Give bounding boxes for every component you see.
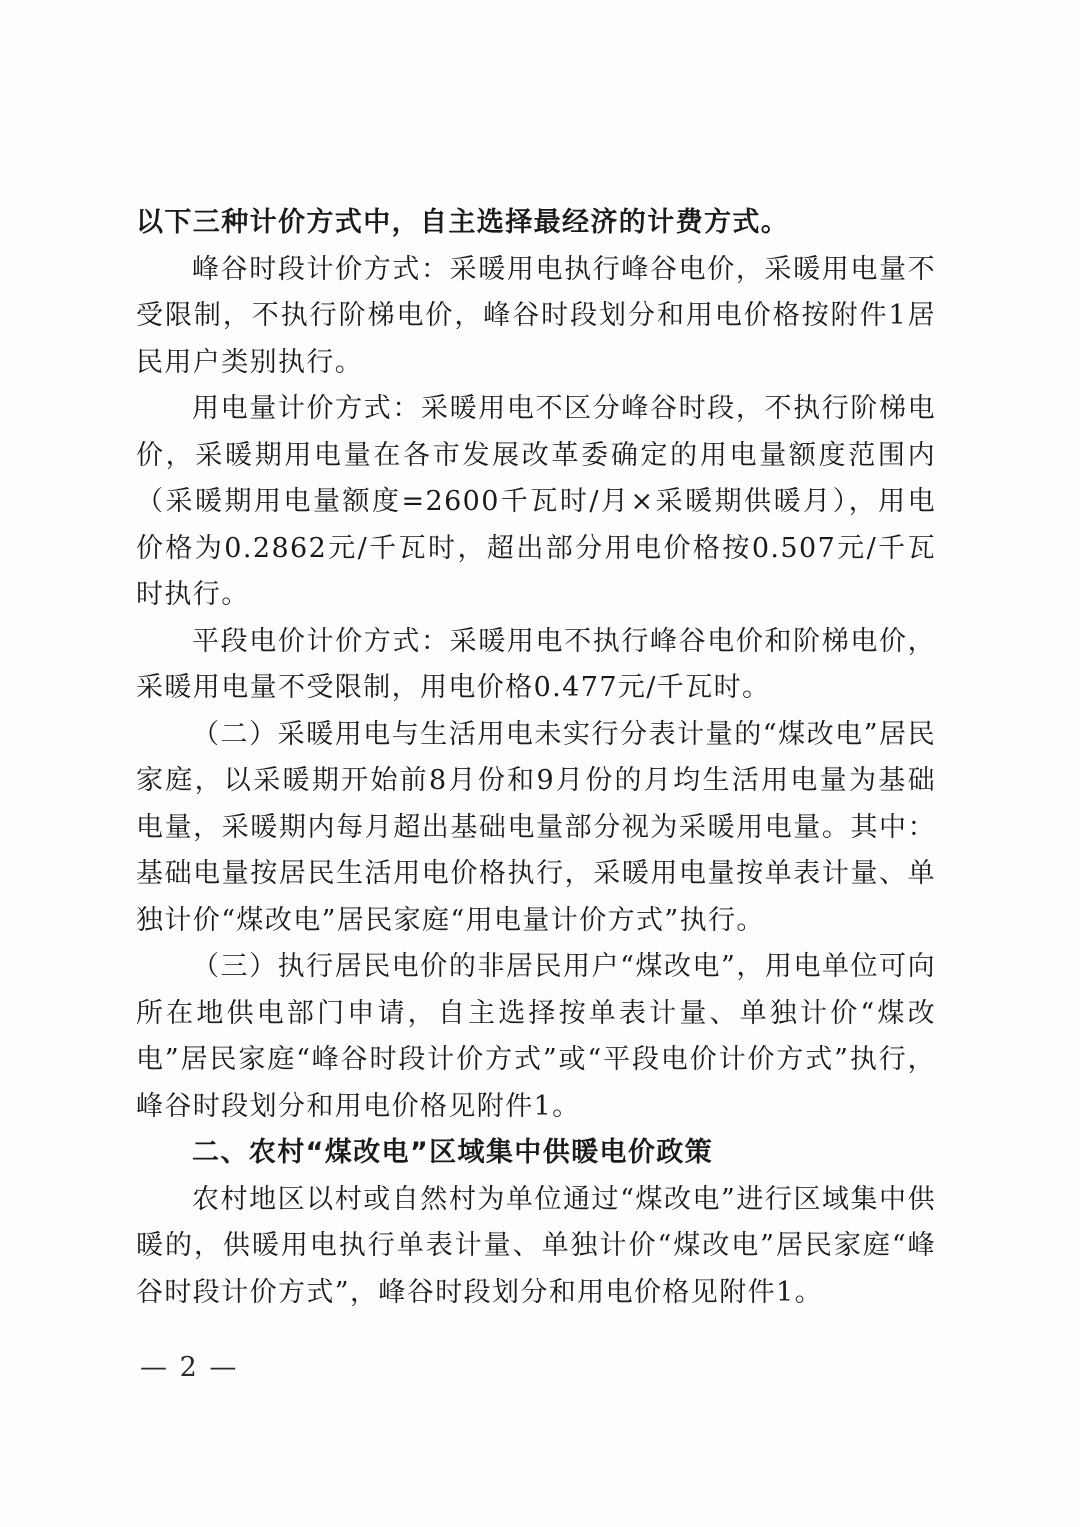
paragraph-consumption-pricing: 用电量计价方式：采暖用电不区分峰谷时段，不执行阶梯电价，采暖期用电量在各市发展改革委确定的用电量额度范围内（采暖期用电量额度=2600千瓦时/月×采暖期供暖月），用电价格为0.2862元/千瓦时，超出部分用电价格按0.507元/千瓦时执行。 xyxy=(136,393,936,610)
paragraph-continuation: 以下三种计价方式中，自主选择最经济的计费方式。 xyxy=(136,207,790,238)
page-number: — 2 — xyxy=(140,1352,239,1383)
document-body xyxy=(136,200,936,1316)
paragraph-flat-pricing: 平段电价计价方式：采暖用电不执行峰谷电价和阶梯电价，采暖用电量不受限制，用电价格0.477元/千瓦时。 xyxy=(136,625,936,703)
section-heading: 二、农村“煤改电”区域集中供暖电价政策 xyxy=(192,1137,714,1168)
paragraph-peak-valley-pricing: 峰谷时段计价方式：采暖用电执行峰谷电价，采暖用电量不受限制，不执行阶梯电价，峰谷时段划分和用电价格按附件1居民用户类别执行。 xyxy=(136,253,936,378)
paragraph-item-three: （三）执行居民电价的非居民用户“煤改电”，用电单位可向所在地供电部门申请，自主选择按单表计量、单独计价“煤改电”居民家庭“峰谷时段计价方式”或“平段电价计价方式”执行，峰谷时段划分和用电价格见附件1。 xyxy=(136,951,936,1122)
paragraph-rural-heating: 农村地区以村或自然村为单位通过“煤改电”进行区域集中供暖的，供暖用电执行单表计量、单独计价“煤改电”居民家庭“峰谷时段计价方式”，峰谷时段划分和用电价格见附件1。 xyxy=(136,1183,936,1308)
paragraph-item-two: （二）采暖用电与生活用电未实行分表计量的“煤改电”居民家庭，以采暖期开始前8月份和9月份的月均生活用电量为基础电量，采暖期内每月超出基础电量部分视为采暖用电量。其中：基础电量按居民生活用电价格执行，采暖用电量按单表计量、单独计价“煤改电”居民家庭“用电量计价方式”执行。 xyxy=(136,718,936,936)
